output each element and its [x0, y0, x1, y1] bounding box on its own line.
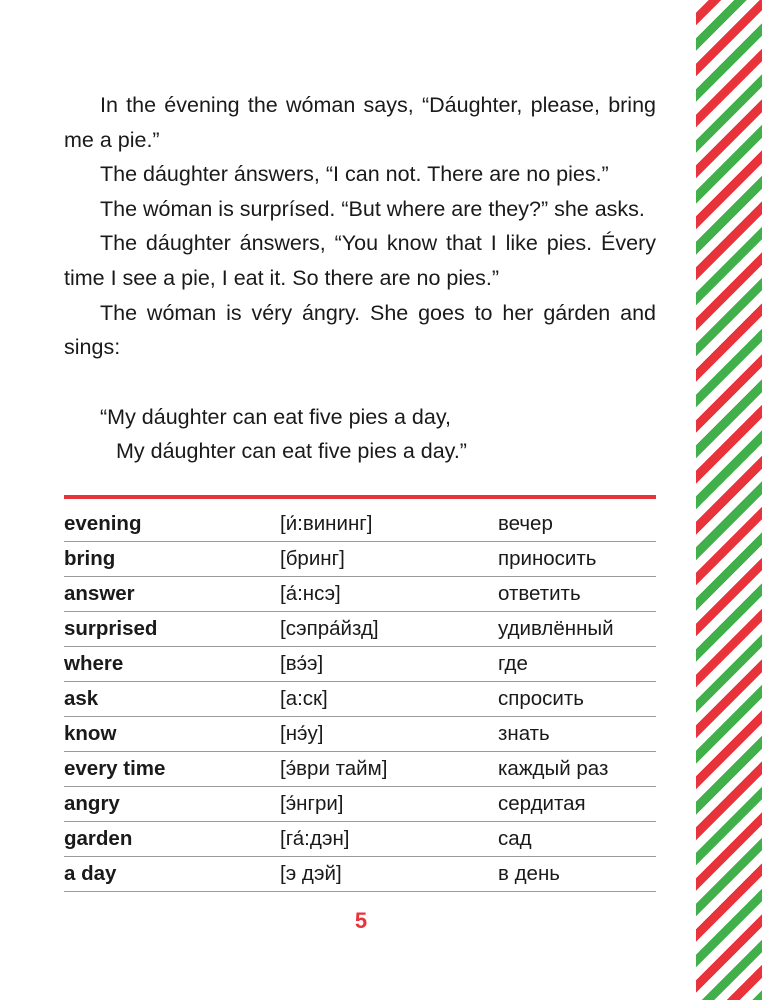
- page-number: 5: [354, 908, 368, 933]
- vocab-word: evening: [64, 512, 142, 535]
- vocab-word: garden: [64, 827, 133, 850]
- story-paragraph: The dáughter ánswers, “You know that I like pies. Évery time I see a pie, I eat it. So there are no pies.”: [64, 231, 656, 290]
- vocab-row: [64, 612, 656, 647]
- vocab-word: angry: [64, 792, 120, 815]
- vocab-transcription: [бринг]: [280, 547, 345, 570]
- section-divider: [64, 495, 656, 499]
- vocab-transcription: [сэпра́йзд]: [280, 617, 379, 640]
- vocab-transcription: [га́:дэн]: [280, 827, 350, 850]
- story-paragraph: The wóman is véry ángry. She goes to her gárden and sings:: [64, 300, 656, 360]
- vocab-translation: спросить: [498, 687, 584, 710]
- vocab-word: bring: [64, 547, 116, 570]
- vocab-word: ask: [64, 687, 99, 710]
- decorative-stripe-border: [696, 0, 762, 1000]
- vocab-translation: где: [498, 652, 528, 675]
- vocab-row: [64, 857, 656, 892]
- vocab-transcription: [а:ск]: [280, 687, 328, 710]
- vocab-row: [64, 787, 656, 822]
- vocab-translation: сад: [498, 827, 532, 850]
- vocab-transcription: [и́:вининг]: [280, 512, 373, 535]
- song-verse: [64, 400, 656, 469]
- vocab-transcription: [э́нгри]: [280, 792, 344, 815]
- vocab-row: [64, 542, 656, 577]
- vocab-translation: сердитая: [498, 792, 586, 815]
- vocab-row: [64, 577, 656, 612]
- vocab-word: answer: [64, 582, 135, 605]
- vocab-transcription: [э́ври тайм]: [280, 757, 388, 780]
- story-paragraph: The dáughter ánswers, “I can not. There are no pies.”: [100, 162, 609, 187]
- vocab-translation: удивлённый: [498, 617, 614, 640]
- vocab-translation: в день: [498, 862, 560, 885]
- song-line: My dáughter can eat five pies a day.”: [116, 439, 467, 464]
- vocab-word: a day: [64, 862, 117, 885]
- vocab-row: [64, 507, 656, 542]
- vocab-row: [64, 752, 656, 787]
- vocab-word: every time: [64, 757, 166, 780]
- vocab-translation: каждый раз: [498, 757, 609, 780]
- vocabulary-table: [64, 507, 656, 892]
- vocab-row: [64, 717, 656, 752]
- vocab-translation: вечер: [498, 512, 553, 535]
- vocab-row: [64, 682, 656, 717]
- vocab-row: [64, 647, 656, 682]
- vocab-translation: знать: [498, 722, 550, 745]
- vocab-word: know: [64, 722, 117, 745]
- song-line: “My dáughter can eat five pies a day,: [100, 404, 451, 429]
- vocab-transcription: [э дэй]: [280, 862, 342, 885]
- vocab-transcription: [вэ́э]: [280, 652, 324, 675]
- vocab-transcription: [а́:нсэ]: [280, 582, 341, 605]
- vocab-translation: ответить: [498, 582, 581, 605]
- story-text: [64, 88, 656, 469]
- vocab-word: where: [64, 652, 124, 675]
- story-paragraph: The wóman is surprísed. “But where are they?” she asks.: [100, 196, 645, 221]
- vocab-transcription: [нэ́у]: [280, 722, 324, 745]
- story-paragraph: In the évening the wóman says, “Dáughter, please, bring me a pie.”: [64, 93, 656, 152]
- vocab-word: surprised: [64, 617, 158, 640]
- vocab-row: [64, 822, 656, 857]
- vocab-translation: приносить: [498, 547, 597, 570]
